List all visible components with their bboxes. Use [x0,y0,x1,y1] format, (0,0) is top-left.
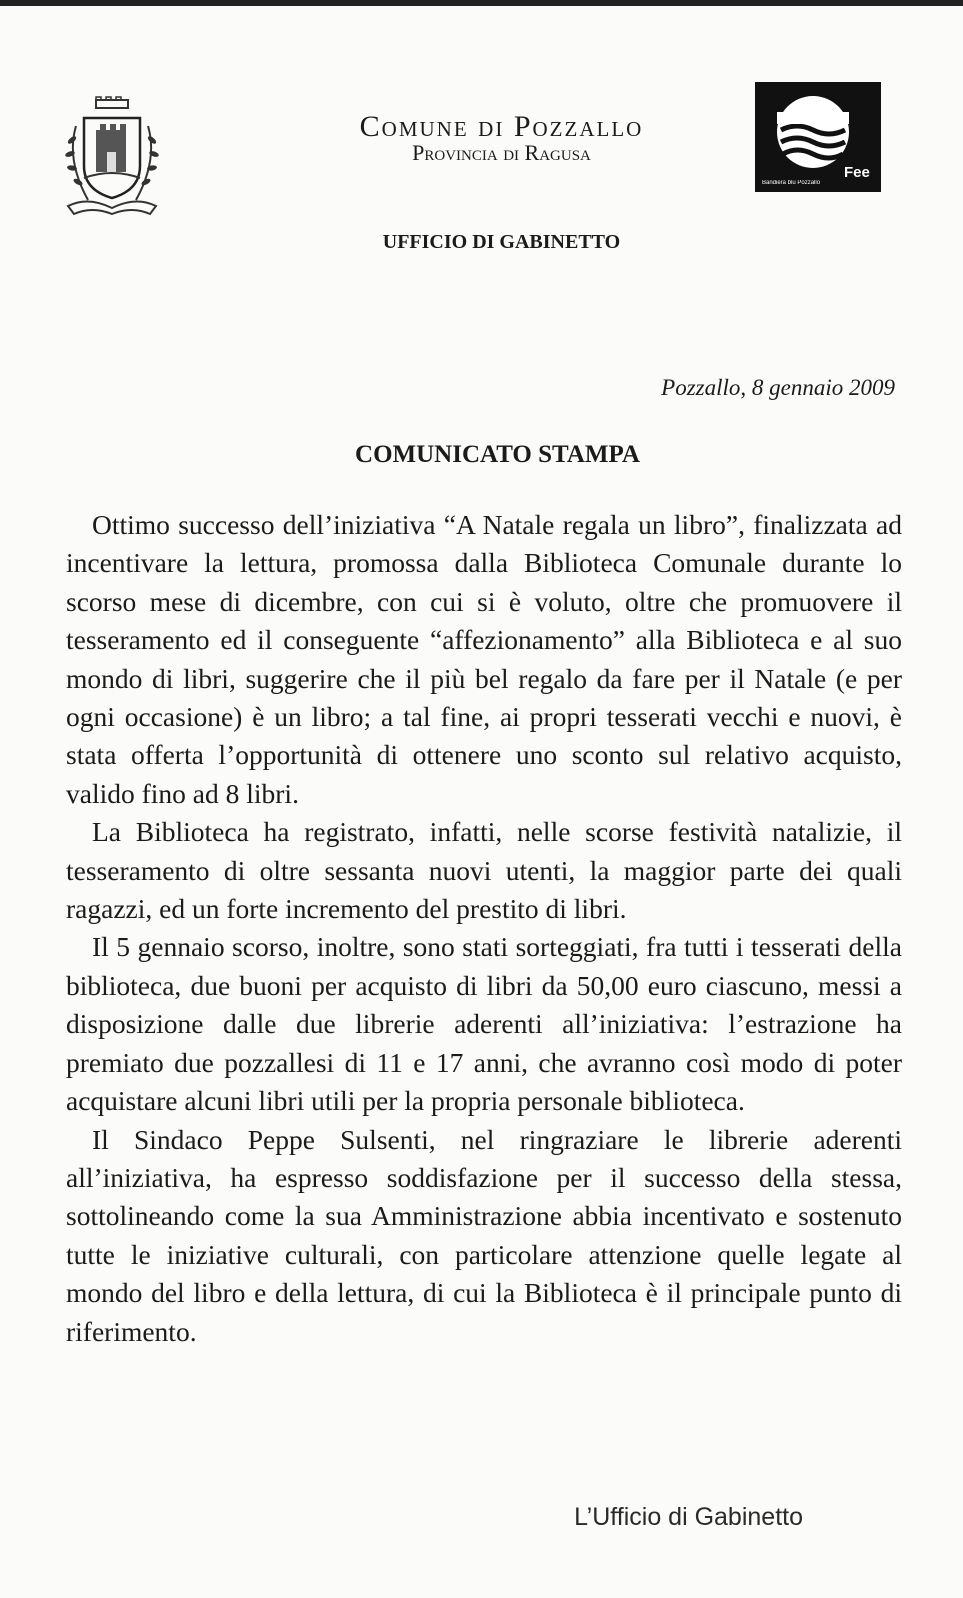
fee-logo-text: Fee [844,164,870,181]
signature: L’Ufficio di Gabinetto [574,1503,803,1531]
province-subtitle: Provincia di Ragusa [412,140,591,165]
document-date: Pozzallo, 8 gennaio 2009 [661,375,895,400]
office-heading: UFFICIO DI GABINETTO [382,231,621,253]
paragraph: Il Sindaco Peppe Sulsenti, nel ringraziare le librerie aderenti all’iniziativa, ha espresso soddisfazione per il successo della stessa, sottolineando come la sua Amministrazione abbia incentivato e sostenuto tutte le iniziative culturali, con particolare attenzione quelle legate al mondo del libro e della lettura, di cui la Biblioteca è il principale punto di riferimento. [66,1123,902,1347]
paragraph: Ottimo successo dell’iniziativa “A Natale regala un libro”, finalizzata ad incentivare la lettura, promossa dalla Biblioteca Comunale durante lo scorso mese di dicembre, con cui si è voluto, oltre che promuovere il tesseramento ed il conseguente “affezionamento” alla Biblioteca e al suo mondo di libri, suggerire che il più bel regalo da fare per il Natale (e per ogni occasione) è un libro; a tal fine, ai propri tesserati vecchi e nuovi, è stata offerta l’opportunità di ottenere uno sconto sul relativo acquisto, valido fino ad 8 libri. [66,509,902,809]
document-title: COMUNICATO STAMPA [355,441,640,468]
top-border-line [0,0,963,6]
press-release-body [66,506,902,1351]
fee-logo-caption: Bandiera blu Pozzallo [762,180,821,186]
paragraph: La Biblioteca ha registrato, infatti, nelle scorse festività natalizie, il tesseramento di oltre sessanta nuovi utenti, la maggior parte dei quali ragazzi, ed un forte incremento del prestito di libri. [66,816,902,925]
paragraph: Il 5 gennaio scorso, inoltre, sono stati sorteggiati, fra tutti i tesserati della biblioteca, due buoni per acquisto di libri da 50,00 euro ciascuno, messi a disposizione dalle due librerie aderenti all’iniziativa: l’estrazione ha premiato due pozzallesi di 11 e 17 anni, che avranno così modo di poter acquistare alcuni libri utili per la propria personale biblioteca. [66,931,902,1117]
municipality-title: Comune di Pozzallo [359,110,644,144]
